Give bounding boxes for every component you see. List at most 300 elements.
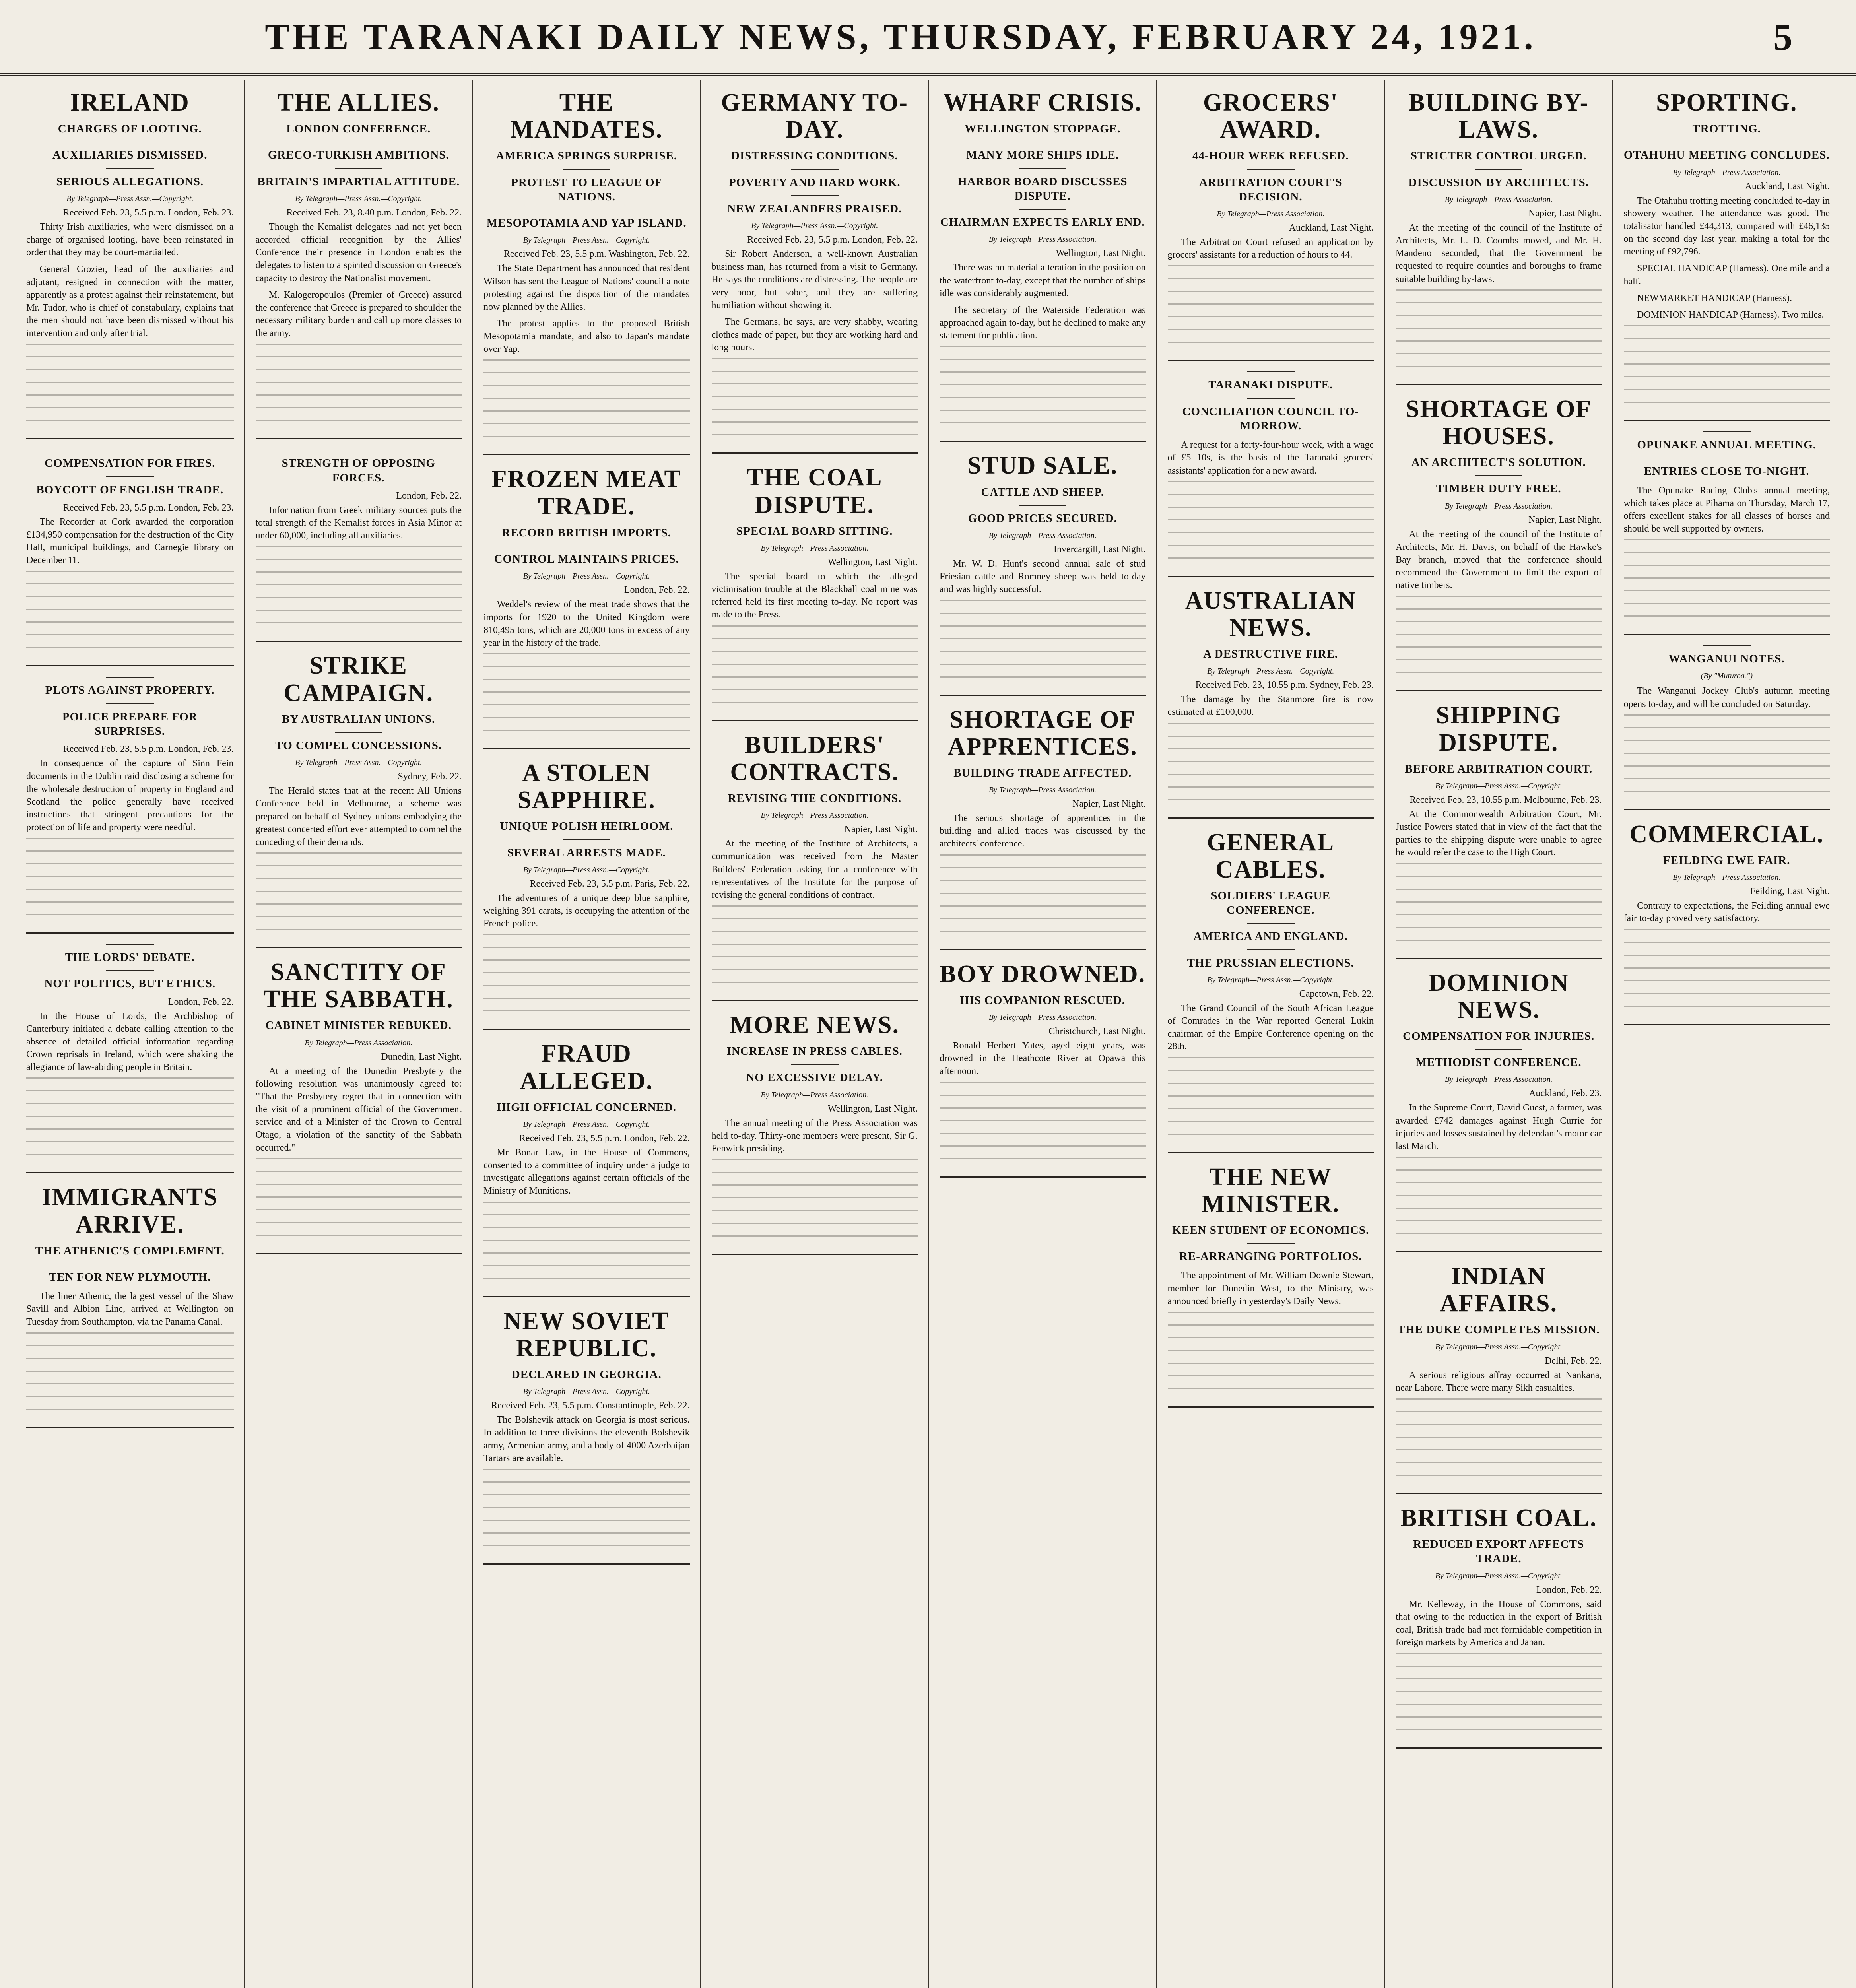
article-headline: GROCERS' AWARD. bbox=[1203, 89, 1338, 144]
article-subheading: DECLARED IN GEORGIA. bbox=[511, 1368, 662, 1381]
article bbox=[1168, 1163, 1374, 1408]
column-8 bbox=[1612, 80, 1840, 1988]
article bbox=[256, 89, 462, 439]
article-headline: MORE NEWS. bbox=[730, 1011, 899, 1039]
article-dateline: Received Feb. 23, 5.5 p.m. Washington, Feb. 22. bbox=[503, 249, 690, 260]
column-1 bbox=[16, 80, 244, 1988]
article-paragraph: Mr. W. D. Hunt's second annual sale of stud Friesian cattle and Romney sheep was held to-day and was highly successful. bbox=[940, 559, 1146, 595]
article-dateline: Dunedin, Last Night. bbox=[381, 1051, 462, 1062]
article-byline: By Telegraph—Press Assn.—Copyright. bbox=[295, 758, 422, 767]
article-divider bbox=[1168, 1152, 1374, 1153]
article-divider bbox=[1168, 817, 1374, 819]
article-paragraph: Though the Kemalist delegates had not yet been accorded official recognition by the Allies' Conference their presence in London enables the delegates to listen to a spirited discussion on Greece's capacity to destroy the Nationalist movement. bbox=[255, 221, 462, 283]
article-subheading: NOT POLITICS, BUT ETHICS. bbox=[44, 977, 216, 990]
article-subheading: STRENGTH OF OPPOSING FORCES. bbox=[282, 457, 435, 484]
article-paragraph: At the meeting of the council of the Institute of Architects, Mr. L. D. Coombs moved, and Mr. H. Mandeno seconded, that the Government be requested to require counties and boroughs to frame suitable building by-laws. bbox=[1396, 222, 1602, 284]
article-byline: By Telegraph—Press Association. bbox=[761, 544, 869, 553]
article-dateline: Napier, Last Night. bbox=[1528, 514, 1602, 525]
article-dateline: Auckland, Feb. 23. bbox=[1529, 1088, 1602, 1099]
article-paragraph: In consequence of the capture of Sinn Fein documents in the Dublin raid disclosing a scheme for the wholesale destruction of property in England and Scotland the police generally have received instructions that stringent precautions for the protection of life and property were needful. bbox=[26, 758, 234, 833]
section-divider bbox=[106, 677, 154, 678]
article-subheading: BY AUSTRALIAN UNIONS. bbox=[282, 712, 435, 726]
article-byline: By Telegraph—Press Assn.—Copyright. bbox=[66, 194, 194, 203]
article-headline: AUSTRALIAN NEWS. bbox=[1185, 587, 1356, 641]
article-divider bbox=[26, 665, 234, 666]
article-headline: SHORTAGE OF APPRENTICES. bbox=[947, 706, 1138, 760]
article-subheading: A DESTRUCTIVE FIRE. bbox=[1203, 648, 1338, 661]
article-paragraph: Contrary to expectations, the Feilding annual ewe fair to-day proved very satisfactory. bbox=[1623, 901, 1830, 924]
article bbox=[1624, 431, 1830, 635]
body-text-lines bbox=[1396, 863, 1602, 951]
article-divider bbox=[26, 438, 234, 439]
article-paragraph: A request for a forty-four-hour week, with a wage of £5 10s, is the basis of the Taranaki grocers' assistants' application for a new award. bbox=[1167, 440, 1374, 476]
article bbox=[26, 1184, 234, 1428]
body-text-lines bbox=[712, 905, 918, 993]
article-byline: By Telegraph—Press Assn.—Copyright. bbox=[1435, 1342, 1562, 1351]
article-dateline: London, Feb. 22. bbox=[624, 585, 690, 596]
body-text-lines bbox=[712, 358, 918, 445]
body-text-lines bbox=[1168, 265, 1374, 353]
article-headline: FRAUD ALLEGED. bbox=[520, 1040, 653, 1095]
column-7 bbox=[1384, 80, 1612, 1988]
article-paragraph: NEWMARKET HANDICAP (Harness). bbox=[1637, 293, 1792, 303]
article-headline: FROZEN MEAT TRADE. bbox=[491, 466, 681, 520]
article-paragraph: The liner Athenic, the largest vessel of the Shaw Savill and Albion Line, arrived at Wellington on Tuesday from Southampton, via the Panama Canal. bbox=[26, 1291, 234, 1327]
article-divider bbox=[940, 1176, 1146, 1178]
article-paragraph: A serious religious affray occurred at Nankana, near Lahore. There were many Sikh casualties. bbox=[1396, 1370, 1602, 1393]
article-dateline: Auckland, Last Night. bbox=[1745, 181, 1830, 192]
section-divider bbox=[1703, 431, 1751, 432]
body-text-lines bbox=[26, 344, 234, 431]
article-divider bbox=[256, 641, 462, 642]
article-divider bbox=[1168, 1406, 1374, 1408]
subheading-divider bbox=[106, 168, 154, 169]
subheading-divider bbox=[1019, 505, 1066, 506]
body-text-lines bbox=[1168, 723, 1374, 810]
article-subheading: THE DUKE COMPLETES MISSION. bbox=[1397, 1323, 1600, 1336]
column-2 bbox=[244, 80, 472, 1988]
article-headline: GERMANY TO-DAY. bbox=[721, 89, 908, 144]
article-paragraph: The Germans, he says, are very shabby, wearing clothes made of paper, but they are working hard and long hours. bbox=[711, 316, 918, 353]
article bbox=[26, 450, 234, 666]
article bbox=[940, 89, 1146, 442]
article-subheading: AMERICA AND ENGLAND. bbox=[1193, 930, 1348, 943]
article-paragraph: The State Department has announced that resident Wilson has sent the League of Nations' council a note protesting against the disposition of the mandates now planned by the Allies. bbox=[483, 263, 690, 312]
article-subheading: NEW ZEALANDERS PRAISED. bbox=[727, 202, 902, 215]
article-dateline: Invercargill, Last Night. bbox=[1054, 544, 1146, 555]
column-5 bbox=[928, 80, 1156, 1988]
article-divider bbox=[1624, 809, 1830, 810]
article-dateline: London, Feb. 22. bbox=[168, 996, 234, 1007]
article-subheading: HIGH OFFICIAL CONCERNED. bbox=[497, 1101, 677, 1114]
article bbox=[483, 1040, 690, 1297]
article-dateline: Received Feb. 23, 8.40 p.m. London, Feb. 22. bbox=[286, 207, 462, 218]
article-subheading: CATTLE AND SHEEP. bbox=[981, 485, 1104, 499]
article-headline: SHORTAGE OF HOUSES. bbox=[1406, 395, 1592, 450]
article-headline: IMMIGRANTS ARRIVE. bbox=[41, 1184, 218, 1238]
article-divider bbox=[256, 1253, 462, 1254]
body-text-lines bbox=[1624, 714, 1830, 802]
body-text-lines bbox=[1396, 1653, 1602, 1740]
article bbox=[712, 1011, 918, 1255]
article-subheading: OTAHUHU MEETING CONCLUDES. bbox=[1623, 149, 1830, 162]
article-headline: SPORTING. bbox=[1656, 89, 1798, 116]
article-byline: By Telegraph—Press Assn.—Copyright. bbox=[1435, 781, 1562, 790]
article-divider bbox=[1168, 576, 1374, 577]
section-divider bbox=[1247, 371, 1295, 372]
article-paragraph: The secretary of the Waterside Federation was approached again to-day, but he declined to make any statement for publication. bbox=[940, 305, 1146, 341]
article-headline: BOY DROWNED. bbox=[940, 960, 1146, 988]
subheading-divider bbox=[1247, 1243, 1295, 1244]
article-headline: NEW SOVIET REPUBLIC. bbox=[503, 1307, 670, 1362]
article-subheading: LONDON CONFERENCE. bbox=[286, 122, 431, 136]
article-divider bbox=[712, 1000, 918, 1001]
body-text-lines bbox=[1396, 596, 1602, 683]
article-subheading: DISCUSSION BY ARCHITECTS. bbox=[1408, 176, 1589, 189]
article-subheading: INCREASE IN PRESS CABLES. bbox=[726, 1045, 903, 1058]
article-paragraph: The Recorder at Cork awarded the corporation £134,950 compensation for the destruction of the City Hall, municipal buildings, and Carnegie library on December 11. bbox=[26, 516, 234, 566]
article-paragraph: Sir Robert Anderson, a well-known Australian business man, has returned from a visit to Germany. He says the conditions are distressing. The people are very poor, but sober, and they are suffering humiliation without showing it. bbox=[711, 249, 918, 311]
article-subheading: NO EXCESSIVE DELAY. bbox=[746, 1071, 883, 1084]
article-byline: By Telegraph—Press Assn.—Copyright. bbox=[523, 572, 650, 581]
article-byline: By Telegraph—Press Association. bbox=[988, 235, 1097, 244]
article-paragraph: Mr. Kelleway, in the House of Commons, said that owing to the reduction in the export of British coal, British trade had met formidable competition in foreign markets by America and Japan. bbox=[1396, 1599, 1602, 1648]
article-divider bbox=[940, 441, 1146, 442]
article-dateline: Received Feb. 23, 5.5 p.m. London, Feb. 23. bbox=[63, 207, 234, 218]
article-subheading: SOLDIERS' LEAGUE CONFERENCE. bbox=[1211, 889, 1330, 917]
article-byline: By Telegraph—Press Assn.—Copyright. bbox=[523, 1387, 650, 1396]
article-headline: THE COAL DISPUTE. bbox=[746, 464, 883, 518]
article-byline: By Telegraph—Press Association. bbox=[761, 1090, 869, 1099]
article-paragraph: The Otahuhu trotting meeting concluded to-day in showery weather. The attendance was good. The totalisator handled £44,313, compared with £46,135 on the second day last year, making a total for the meeting of £92,796. bbox=[1623, 195, 1830, 257]
body-text-lines bbox=[26, 1332, 234, 1420]
article bbox=[483, 759, 690, 1030]
article-headline: THE MANDATES. bbox=[510, 89, 663, 144]
article-divider bbox=[26, 1427, 234, 1428]
article-divider bbox=[1396, 1251, 1602, 1252]
article-divider bbox=[256, 438, 462, 439]
article-divider bbox=[1168, 360, 1374, 361]
article bbox=[1168, 829, 1374, 1153]
article bbox=[1624, 821, 1830, 1025]
article-subheading: GRECO-TURKISH AMBITIONS. bbox=[268, 149, 449, 162]
article-headline: A STOLEN SAPPHIRE. bbox=[517, 759, 656, 814]
subheading-divider bbox=[1475, 1049, 1522, 1050]
article-subheading: HIS COMPANION RESCUED. bbox=[960, 994, 1125, 1007]
article bbox=[1168, 587, 1374, 819]
article-subheading: POVERTY AND HARD WORK. bbox=[728, 176, 901, 189]
article-paragraph: The annual meeting of the Press Association was held to-day. Thirty-one members were present, Sir G. Fenwick presiding. bbox=[711, 1118, 918, 1154]
article-paragraph: Thirty Irish auxiliaries, who were dismissed on a charge of organised looting, have been reinstated in order that they may be court-martialled. bbox=[26, 221, 234, 258]
article bbox=[1396, 396, 1602, 692]
article-dateline: Wellington, Last Night. bbox=[827, 1103, 918, 1114]
article-divider bbox=[940, 949, 1146, 950]
article-subheading: AMERICA SPRINGS SURPRISE. bbox=[496, 149, 678, 163]
article-byline: By Telegraph—Press Assn.—Copyright. bbox=[1435, 1571, 1562, 1580]
article bbox=[1396, 89, 1602, 385]
article-divider bbox=[256, 947, 462, 948]
article-subheading: COMPENSATION FOR INJURIES. bbox=[1403, 1029, 1595, 1043]
article-divider bbox=[712, 1254, 918, 1255]
article-divider bbox=[483, 1029, 690, 1030]
article-subheading: KEEN STUDENT OF ECONOMICS. bbox=[1172, 1223, 1369, 1237]
article-subheading: HARBOR BOARD DISCUSSES DISPUTE. bbox=[958, 175, 1128, 202]
article-dateline: Auckland, Last Night. bbox=[1289, 223, 1374, 233]
article-subheading: REVISING THE CONDITIONS. bbox=[728, 792, 902, 805]
article bbox=[1168, 371, 1374, 577]
article-paragraph: There was no material alteration in the position on the waterfront to-day, except that the number of ships idle was considerably augmented. bbox=[940, 262, 1146, 299]
article-byline: By Telegraph—Press Association. bbox=[1673, 873, 1781, 882]
subheading-divider bbox=[563, 839, 610, 840]
article-byline: By Telegraph—Press Association. bbox=[988, 531, 1097, 540]
article bbox=[712, 464, 918, 721]
article-paragraph: The Herald states that at the recent All Unions Conference held in Melbourne, a scheme was prepared on behalf of Sydney unions embodying the greatest concerted effort ever attempted to compel the conceding of their demands. bbox=[255, 786, 462, 847]
article-paragraph: The appointment of Mr. William Downie Stewart, member for Dunedin West, to the Ministry, was announced briefly in yesterday's Daily News. bbox=[1167, 1270, 1374, 1307]
article bbox=[712, 89, 918, 454]
article-subheading: BOYCOTT OF ENGLISH TRADE. bbox=[36, 483, 224, 496]
body-text-lines bbox=[26, 838, 234, 925]
article bbox=[483, 89, 690, 455]
article-paragraph: In the Supreme Court, David Guest, a farmer, was awarded £742 damages against Hugh Currie for injuries and losses sustained by defendant's motor car last March. bbox=[1396, 1103, 1602, 1151]
body-text-lines bbox=[256, 344, 462, 431]
article-headline: WHARF CRISIS. bbox=[943, 89, 1142, 116]
article-subheading: PLOTS AGAINST PROPERTY. bbox=[45, 684, 215, 697]
article bbox=[483, 1308, 690, 1565]
article-subheading: GOOD PRICES SECURED. bbox=[968, 512, 1117, 525]
article bbox=[26, 944, 234, 1173]
article-divider bbox=[1396, 690, 1602, 691]
column-4 bbox=[700, 80, 928, 1988]
article-byline: By Telegraph—Press Association. bbox=[988, 1013, 1097, 1022]
article-byline: By Telegraph—Press Association. bbox=[988, 786, 1097, 795]
article-subheading: SPECIAL BOARD SITTING. bbox=[736, 524, 893, 538]
article-subheading: ARBITRATION COURT'S DECISION. bbox=[1199, 176, 1342, 203]
article-byline: By Telegraph—Press Assn.—Copyright. bbox=[1207, 975, 1334, 984]
body-text-lines bbox=[483, 1202, 690, 1289]
body-text-lines bbox=[483, 934, 690, 1021]
article-subheading: OPUNAKE ANNUAL MEETING. bbox=[1637, 439, 1817, 452]
article-dateline: London, Feb. 22. bbox=[1536, 1584, 1602, 1595]
body-text-lines bbox=[1168, 481, 1374, 569]
article bbox=[712, 732, 918, 1001]
article-subheading: AUXILIARIES DISMISSED. bbox=[52, 149, 208, 162]
body-text-lines bbox=[1396, 1157, 1602, 1244]
article-divider bbox=[483, 748, 690, 749]
article-byline: By Telegraph—Press Assn.—Copyright. bbox=[523, 236, 650, 245]
article-dateline: Wellington, Last Night. bbox=[1056, 248, 1146, 259]
article-headline: THE ALLIES. bbox=[277, 89, 440, 116]
article-subheading: CHAIRMAN EXPECTS EARLY END. bbox=[940, 216, 1145, 229]
article-subheading: SERIOUS ALLEGATIONS. bbox=[56, 175, 204, 188]
article-divider bbox=[1396, 958, 1602, 959]
newspaper-columns bbox=[0, 80, 1856, 1988]
body-text-lines bbox=[1624, 539, 1830, 627]
article-divider bbox=[483, 454, 690, 455]
body-text-lines bbox=[940, 346, 1146, 433]
article bbox=[26, 677, 234, 934]
article-paragraph: The damage by the Stanmore fire is now estimated at £100,000. bbox=[1167, 694, 1374, 718]
article bbox=[256, 450, 462, 642]
article-headline: COMMERCIAL. bbox=[1629, 820, 1824, 848]
article-paragraph: The serious shortage of apprentices in the building and allied trades was discussed by the architects' conference. bbox=[940, 813, 1146, 849]
article-subheading: REDUCED EXPORT AFFECTS TRADE. bbox=[1413, 1538, 1584, 1565]
subheading-divider bbox=[791, 169, 839, 170]
article-subheading: SEVERAL ARRESTS MADE. bbox=[507, 846, 666, 859]
subheading-divider bbox=[335, 732, 382, 733]
article-divider bbox=[1396, 384, 1602, 385]
article-subheading: STRICTER CONTROL URGED. bbox=[1410, 149, 1587, 163]
article-dateline: Feilding, Last Night. bbox=[1750, 886, 1830, 897]
article-subheading: TROTTING. bbox=[1692, 122, 1761, 136]
article-divider bbox=[26, 932, 234, 934]
article-paragraph: The special board to which the alleged victimisation trouble at the Blackball coal mine was referred held its first meeting to-day. No report was made to the Press. bbox=[711, 571, 918, 620]
article-divider bbox=[1624, 420, 1830, 421]
article-paragraph: DOMINION HANDICAP (Harness). Two miles. bbox=[1637, 309, 1824, 320]
article-byline: By Telegraph—Press Association. bbox=[1444, 501, 1553, 511]
article-dateline: Received Feb. 23, 5.5 p.m. London, Feb. 22. bbox=[747, 235, 918, 245]
article-subheading: RE-ARRANGING PORTFOLIOS. bbox=[1179, 1250, 1362, 1263]
article-subheading: COMPENSATION FOR FIRES. bbox=[45, 457, 215, 470]
article-dateline: Received Feb. 23, 5.5 p.m. London, Feb. 23. bbox=[63, 502, 234, 513]
article-paragraph: Ronald Herbert Yates, aged eight years, was drowned in the Heathcote River at Opawa this afternoon. bbox=[940, 1041, 1146, 1077]
article-headline: STUD SALE. bbox=[967, 452, 1118, 480]
article-dateline: Wellington, Last Night. bbox=[827, 557, 918, 567]
body-text-lines bbox=[483, 359, 690, 447]
article-headline: THE NEW MINISTER. bbox=[1202, 1163, 1340, 1217]
article-subheading: PROTEST TO LEAGUE OF NATIONS. bbox=[511, 176, 662, 203]
article-dateline: Received Feb. 23, 10.55 p.m. Sydney, Feb. 23. bbox=[1195, 680, 1374, 691]
body-text-lines bbox=[1168, 1312, 1374, 1399]
subheading-divider bbox=[106, 476, 154, 477]
article-paragraph: At the meeting of the council of the Institute of Architects, Mr. H. Davis, on behalf of the Hawke's Bay branch, moved that the conference should recommend the Government to limit the export of native timbers. bbox=[1396, 529, 1602, 591]
article-subheading: RECORD BRITISH IMPORTS. bbox=[502, 526, 672, 539]
article-subheading: ENTRIES CLOSE TO-NIGHT. bbox=[1644, 465, 1809, 478]
article-subheading: CABINET MINISTER REBUKED. bbox=[265, 1019, 452, 1032]
article-divider bbox=[1396, 1747, 1602, 1749]
body-text-lines bbox=[26, 1077, 234, 1165]
article-subheading: WANGANUI NOTES. bbox=[1668, 652, 1785, 666]
article bbox=[256, 652, 462, 948]
article-headline: STRIKE CAMPAIGN. bbox=[283, 652, 434, 707]
column-6 bbox=[1156, 80, 1384, 1988]
article-paragraph: The adventures of a unique deep blue sapphire, weighing 391 carats, is occupying the attention of the French police. bbox=[483, 893, 690, 929]
article bbox=[1168, 89, 1374, 361]
article-divider bbox=[483, 1563, 690, 1565]
body-text-lines bbox=[1624, 929, 1830, 1017]
article-divider bbox=[1624, 1024, 1830, 1025]
article-subheading: MANY MORE SHIPS IDLE. bbox=[966, 149, 1119, 162]
article-dateline: Christchurch, Last Night. bbox=[1048, 1026, 1146, 1037]
article-subheading: TEN FOR NEW PLYMOUTH. bbox=[49, 1271, 211, 1284]
article-paragraph: The Opunake Racing Club's annual meeting, which takes place at Pihama on Thursday, March 17, offers excellent stakes for all classes of horses and should be well supported by owners. bbox=[1623, 485, 1830, 534]
article-divider bbox=[26, 1172, 234, 1173]
article-subheading: UNIQUE POLISH HEIRLOOM. bbox=[500, 820, 674, 833]
article bbox=[940, 452, 1146, 695]
article-byline: By Telegraph—Press Association. bbox=[1217, 210, 1325, 219]
article-dateline: Napier, Last Night. bbox=[1528, 208, 1602, 219]
article bbox=[1396, 1263, 1602, 1494]
article-subheading: 44-HOUR WEEK REFUSED. bbox=[1192, 149, 1349, 163]
article-headline: DOMINION NEWS. bbox=[1428, 969, 1569, 1023]
article-byline: (By "Muturoa.") bbox=[1701, 672, 1753, 681]
article-headline: SHIPPING DISPUTE. bbox=[1436, 702, 1562, 756]
article-byline: By Telegraph—Press Assn.—Copyright. bbox=[1207, 667, 1334, 676]
article-subheading: BUILDING TRADE AFFECTED. bbox=[953, 766, 1132, 779]
body-text-lines bbox=[1168, 1057, 1374, 1145]
article-dateline: Received Feb. 23, 10.55 p.m. Melbourne, Feb. 23. bbox=[1409, 794, 1602, 805]
article-paragraph: M. Kalogeropoulos (Premier of Greece) assured the conference that Greece is prepared to shoulder the necessary military burden and call up more classes to the army. bbox=[255, 289, 462, 339]
article bbox=[26, 89, 234, 439]
article-dateline: Sydney, Feb. 22. bbox=[398, 771, 462, 782]
body-text-lines bbox=[256, 546, 462, 633]
article-byline: By Telegraph—Press Association. bbox=[761, 811, 869, 820]
article-subheading: CONTROL MAINTAINS PRICES. bbox=[494, 553, 679, 566]
article bbox=[1396, 969, 1602, 1253]
article bbox=[1396, 1505, 1602, 1749]
article bbox=[1624, 89, 1830, 421]
article-headline: SANCTITY OF THE SABBATH. bbox=[263, 958, 454, 1013]
article bbox=[940, 706, 1146, 950]
article-byline: By Telegraph—Press Association. bbox=[1673, 168, 1781, 177]
article-dateline: Capetown, Feb. 22. bbox=[1299, 988, 1374, 999]
article-paragraph: The Grand Council of the South African League of Comrades in the War reported General Lukin chairman of the Empire Conference opening on the 28th. bbox=[1167, 1003, 1374, 1052]
subheading-divider bbox=[1019, 209, 1066, 210]
article-divider bbox=[483, 1296, 690, 1297]
article-subheading: TO COMPEL CONCESSIONS. bbox=[275, 739, 442, 752]
body-text-lines bbox=[712, 1159, 918, 1246]
body-text-lines bbox=[1624, 325, 1830, 413]
article-dateline: Received Feb. 23, 5.5 p.m. London, Feb. 23. bbox=[63, 744, 234, 755]
article-dateline: Delhi, Feb. 22. bbox=[1545, 1355, 1602, 1366]
article-dateline: Napier, Last Night. bbox=[1072, 799, 1146, 810]
article-divider bbox=[712, 720, 918, 721]
article-headline: INDIAN AFFAIRS. bbox=[1440, 1263, 1558, 1317]
article-byline: By Telegraph—Press Association. bbox=[1444, 195, 1553, 204]
article-subheading: POLICE PREPARE FOR SURPRISES. bbox=[62, 710, 198, 738]
article-paragraph: The Wanganui Jockey Club's autumn meeting opens to-day, and will be concluded on Saturday. bbox=[1623, 686, 1830, 709]
article-subheading: AN ARCHITECT'S SOLUTION. bbox=[1411, 456, 1586, 469]
article-paragraph: In the House of Lords, the Archbishop of Canterbury initiated a debate calling attention to the absence of detailed official information regarding Crown reprisals in Ireland, which were shaking the allegiance of law-abiding people in Britain. bbox=[26, 1011, 234, 1073]
subheading-divider bbox=[791, 195, 839, 196]
subheading-divider bbox=[1247, 923, 1295, 924]
article-headline: GENERAL CABLES. bbox=[1207, 829, 1335, 883]
body-text-lines bbox=[256, 1158, 462, 1246]
article-byline: By Telegraph—Press Assn.—Copyright. bbox=[295, 194, 422, 203]
body-text-lines bbox=[940, 854, 1146, 942]
article-subheading: BRITAIN'S IMPARTIAL ATTITUDE. bbox=[257, 175, 460, 188]
article-paragraph: The Arbitration Court refused an application by grocers' assistants for a reduction of hours to 44. bbox=[1167, 237, 1374, 260]
article-byline: By Telegraph—Press Association. bbox=[1444, 1075, 1553, 1084]
section-divider bbox=[1703, 645, 1751, 646]
article-paragraph: At the Commonwealth Arbitration Court, Mr. Justice Powers stated that in view of the fact that the parties to the shipping dispute were unable to agree he would refer the case to the High Court. bbox=[1396, 809, 1602, 858]
body-text-lines bbox=[1396, 289, 1602, 377]
article bbox=[1396, 702, 1602, 959]
body-text-lines bbox=[712, 625, 918, 713]
article-paragraph: SPECIAL HANDICAP (Harness). One mile and a half. bbox=[1623, 263, 1830, 287]
article-paragraph: Weddel's review of the meat trade shows that the imports for 1920 to the United Kingdom were 810,495 tons, which are 20,000 tons in excess of any year in the history of the trade. bbox=[483, 599, 690, 648]
article-headline: BRITISH COAL. bbox=[1400, 1505, 1597, 1532]
masthead bbox=[0, 0, 1856, 76]
article-paragraph: Mr Bonar Law, in the House of Commons, consented to a committee of inquiry under a judge to investigate allegations against certain officials of the Ministry of Munitions. bbox=[483, 1147, 690, 1196]
body-text-lines bbox=[256, 852, 462, 940]
article-divider bbox=[712, 452, 918, 454]
article-dateline: Napier, Last Night. bbox=[844, 824, 918, 835]
subheading-divider bbox=[106, 970, 154, 971]
article-paragraph: Information from Greek military sources puts the total strength of the Kemalist forces in Asia Minor at under 60,000, including all auxiliaries. bbox=[255, 505, 462, 541]
subheading-divider bbox=[1247, 398, 1295, 399]
article-headline: BUILDING BY-LAWS. bbox=[1408, 89, 1589, 144]
body-text-lines bbox=[26, 571, 234, 658]
